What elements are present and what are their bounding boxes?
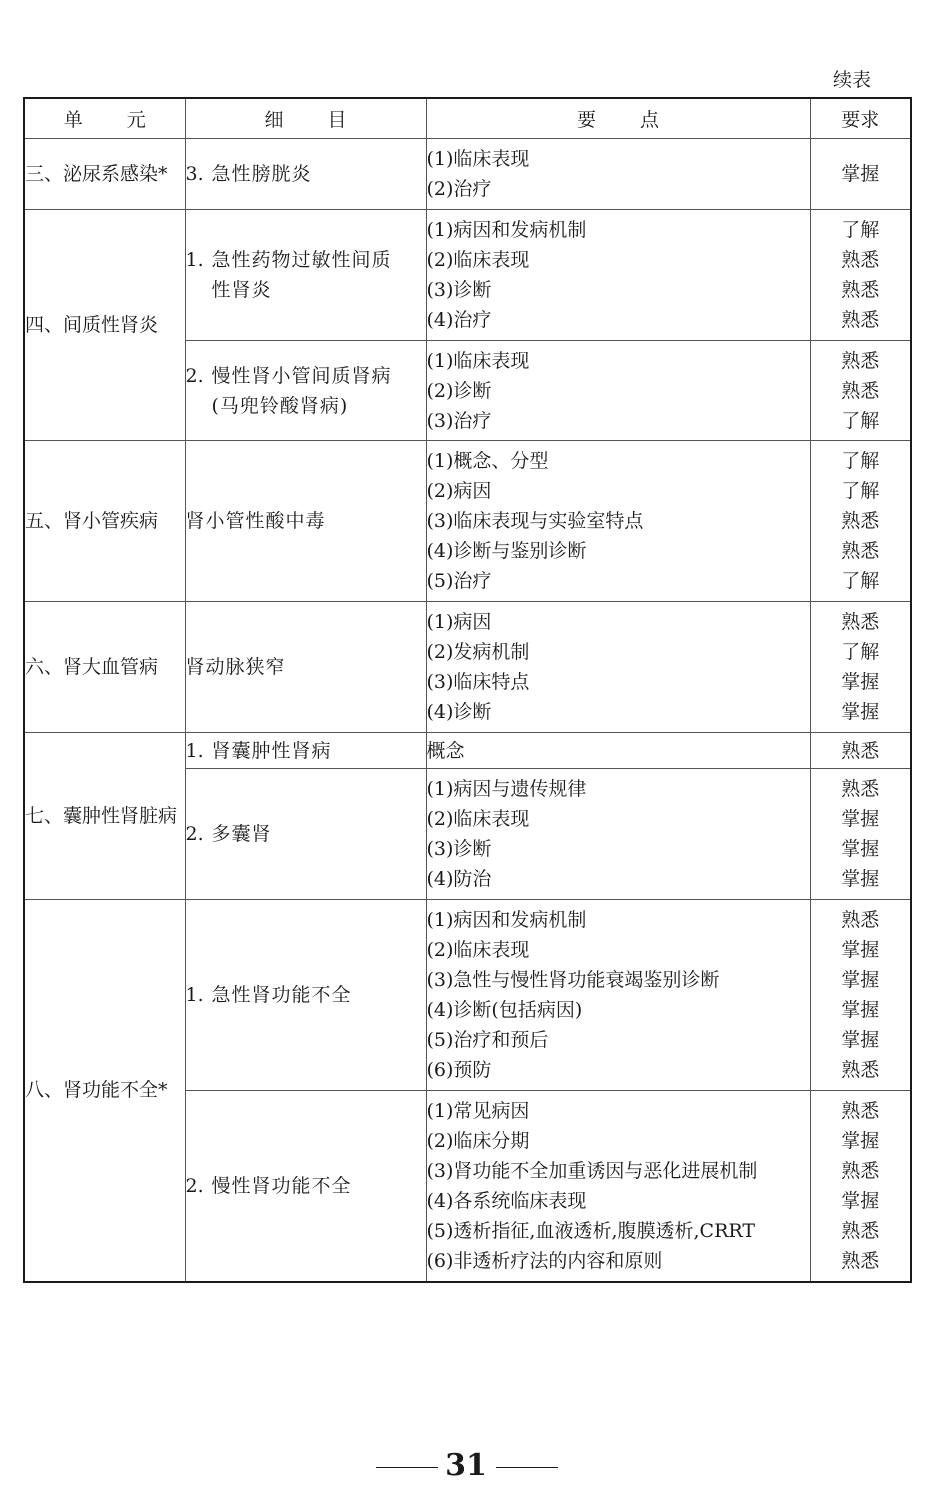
detail-cell: 1. 急性肾功能不全 xyxy=(185,900,426,1091)
detail-cell: 1. 急性药物过敏性间质性肾炎 xyxy=(185,210,426,341)
detail-cell: 2. 慢性肾功能不全 xyxy=(185,1091,426,1282)
header-points: 要点 xyxy=(426,98,810,139)
points-cell: (1)临床表现 (2)治疗 xyxy=(426,139,810,210)
footer-rule-right xyxy=(496,1467,558,1468)
table-row xyxy=(24,602,911,733)
req-cell: 了解 熟悉 熟悉 熟悉 xyxy=(810,210,911,341)
detail-cell: 2. 慢性肾小管间质肾病(马兜铃酸肾病) xyxy=(185,341,426,441)
detail-cell: 3. 急性膀胱炎 xyxy=(185,139,426,210)
req-cell: 熟悉 熟悉 了解 xyxy=(810,341,911,441)
table-row xyxy=(24,733,911,769)
detail-cell: 肾小管性酸中毒 xyxy=(185,441,426,602)
req-cell: 掌握 xyxy=(810,139,911,210)
detail-cell: 肾动脉狭窄 xyxy=(185,602,426,733)
continuation-label: 续表 xyxy=(833,69,872,91)
req-cell: 熟悉 xyxy=(810,733,911,769)
req-cell: 熟悉 掌握 熟悉 掌握 熟悉 熟悉 xyxy=(810,1091,911,1282)
points-cell: (1)病因 (2)发病机制 (3)临床特点 (4)诊断 xyxy=(426,602,810,733)
points-cell: (1)病因和发病机制 (2)临床表现 (3)诊断 (4)治疗 xyxy=(426,210,810,341)
unit-cell: 五、肾小管疾病 xyxy=(24,441,185,602)
header-row xyxy=(24,98,911,139)
header-req: 要求 xyxy=(810,98,911,139)
header-detail: 细目 xyxy=(185,98,426,139)
req-cell: 熟悉 掌握 掌握 掌握 掌握 熟悉 xyxy=(810,900,911,1091)
unit-cell: 八、肾功能不全* xyxy=(24,900,185,1282)
detail-cell: 1. 肾囊肿性肾病 xyxy=(185,733,426,769)
req-cell: 了解 了解 熟悉 熟悉 了解 xyxy=(810,441,911,602)
req-cell: 熟悉 了解 掌握 掌握 xyxy=(810,602,911,733)
points-cell: (1)病因与遗传规律 (2)临床表现 (3)诊断 (4)防治 xyxy=(426,769,810,900)
unit-cell: 六、肾大血管病 xyxy=(24,602,185,733)
req-cell: 熟悉 掌握 掌握 掌握 xyxy=(810,769,911,900)
footer-rule-left xyxy=(376,1467,438,1468)
page-number: 31 xyxy=(445,1448,487,1483)
table-row xyxy=(24,139,911,210)
unit-cell: 四、间质性肾炎 xyxy=(24,210,185,441)
points-cell: 概念 xyxy=(426,733,810,769)
points-cell: (1)常见病因 (2)临床分期 (3)肾功能不全加重诱因与恶化进展机制 (4)各系统临床表现 (5)透析指征,血液透析,腹膜透析,CRRT (6)非透析疗法的内容和原则 xyxy=(426,1091,810,1282)
syllabus-table xyxy=(23,97,912,1283)
points-cell: (1)临床表现 (2)诊断 (3)治疗 xyxy=(426,341,810,441)
points-cell: (1)概念、分型 (2)病因 (3)临床表现与实验室特点 (4)诊断与鉴别诊断 (5)治疗 xyxy=(426,441,810,602)
unit-cell: 三、泌尿系感染* xyxy=(24,139,185,210)
unit-cell: 七、囊肿性肾脏病 xyxy=(24,733,185,900)
points-cell: (1)病因和发病机制 (2)临床表现 (3)急性与慢性肾功能衰竭鉴别诊断 (4)诊断(包括病因) (5)治疗和预后 (6)预防 xyxy=(426,900,810,1091)
table-row xyxy=(24,210,911,341)
table-row xyxy=(24,441,911,602)
detail-cell: 2. 多囊肾 xyxy=(185,769,426,900)
header-unit: 单元 xyxy=(24,98,185,139)
page-footer xyxy=(0,1447,931,1487)
table-row xyxy=(24,900,911,1091)
